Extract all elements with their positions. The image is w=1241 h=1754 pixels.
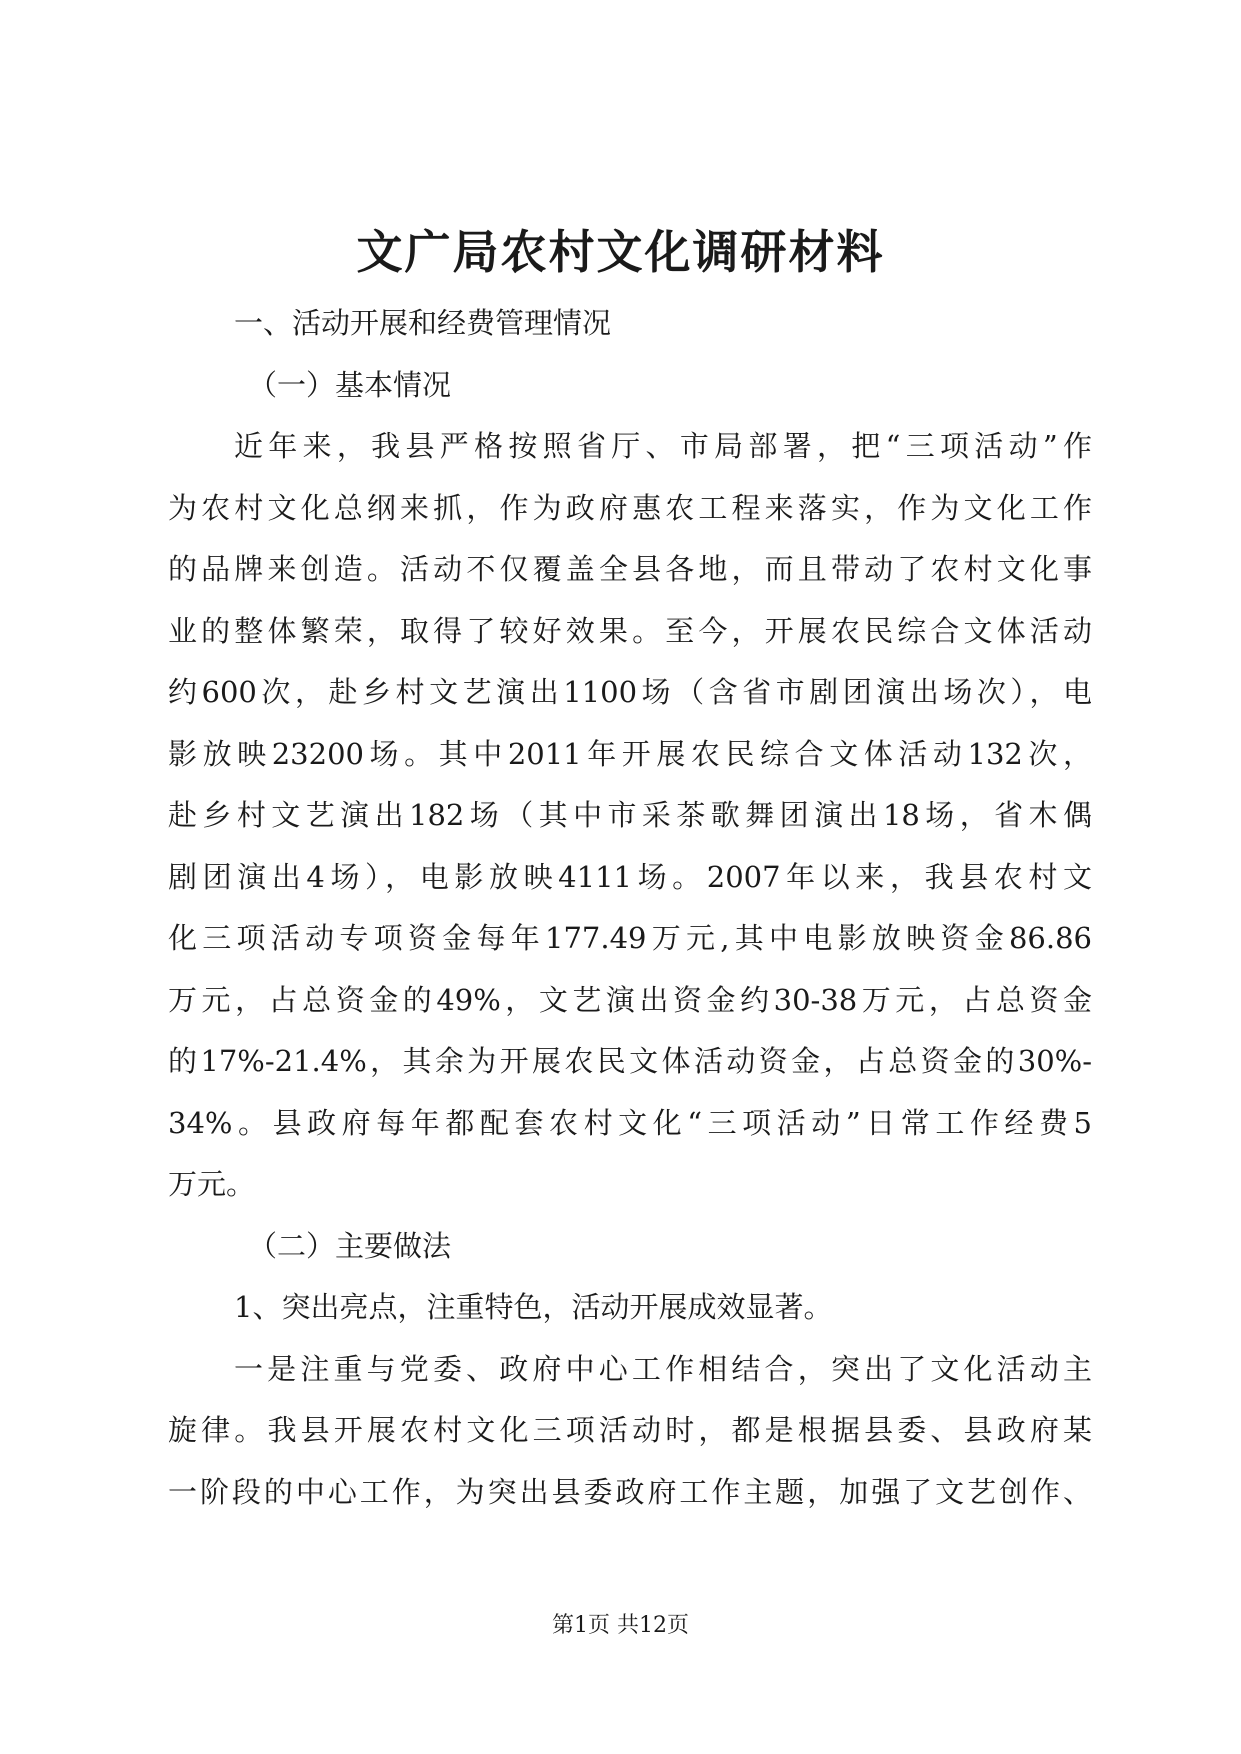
subsection-heading: （二）主要做法 [248,1228,452,1263]
paragraph-line: 近年来，我县严格按照省厅、市局部署，把“三项活动”作 [234,429,1092,463]
document-title: 文广局农村文化调研材料 [356,225,885,279]
paragraph-line: 万元，占总资金的49%，文艺演出资金约30-38万元，占总资金 [168,982,1092,1017]
paragraph-line: 约600次，赴乡村文艺演出1100场（含省市剧团演出场次），电 [168,675,1092,709]
item-heading: 1、突出亮点，注重特色，活动开展成效显著。 [234,1290,833,1324]
document-body [168,293,1092,1523]
paragraph-line: 赴乡村文艺演出182场（其中市采茶歌舞团演出18场，省木偶 [168,798,1092,832]
paragraph-line: 的17%-21.4%，其余为开展农民文体活动资金，占总资金的30%- [168,1044,1092,1078]
section-heading: 一、活动开展和经费管理情况 [234,306,612,340]
paragraph-line: 万元。 [168,1167,256,1201]
paragraph-line: 为农村文化总纲来抓，作为政府惠农工程来落实，作为文化工作 [168,490,1092,525]
paragraph-line: 一阶段的中心工作，为突出县委政府工作主题，加强了文艺创作、 [168,1474,1092,1509]
paragraph-line: 业的整体繁荣，取得了较好效果。至今，开展农民综合文体活动 [168,613,1092,648]
page-footer: 第1页 共12页 [552,1613,689,1638]
paragraph-line: 剧团演出4场），电影放映4111场。2007年以来，我县农村文 [168,859,1092,894]
paragraph-line: 34%。县政府每年都配套农村文化“三项活动”日常工作经费5 [168,1105,1092,1140]
subsection-heading: （一）基本情况 [248,367,452,402]
paragraph-line: 化三项活动专项资金每年177.49万元,其中电影放映资金86.86 [168,921,1092,955]
paragraph-line: 的品牌来创造。活动不仅覆盖全县各地，而且带动了农村文化事 [168,552,1092,586]
paragraph-line: 旋律。我县开展农村文化三项活动时，都是根据县委、县政府某 [168,1413,1092,1447]
paragraph-line: 影放映23200场。其中2011年开展农民综合文体活动132次， [168,736,1092,771]
paragraph-line: 一是注重与党委、政府中心工作相结合，突出了文化活动主 [234,1351,1092,1386]
